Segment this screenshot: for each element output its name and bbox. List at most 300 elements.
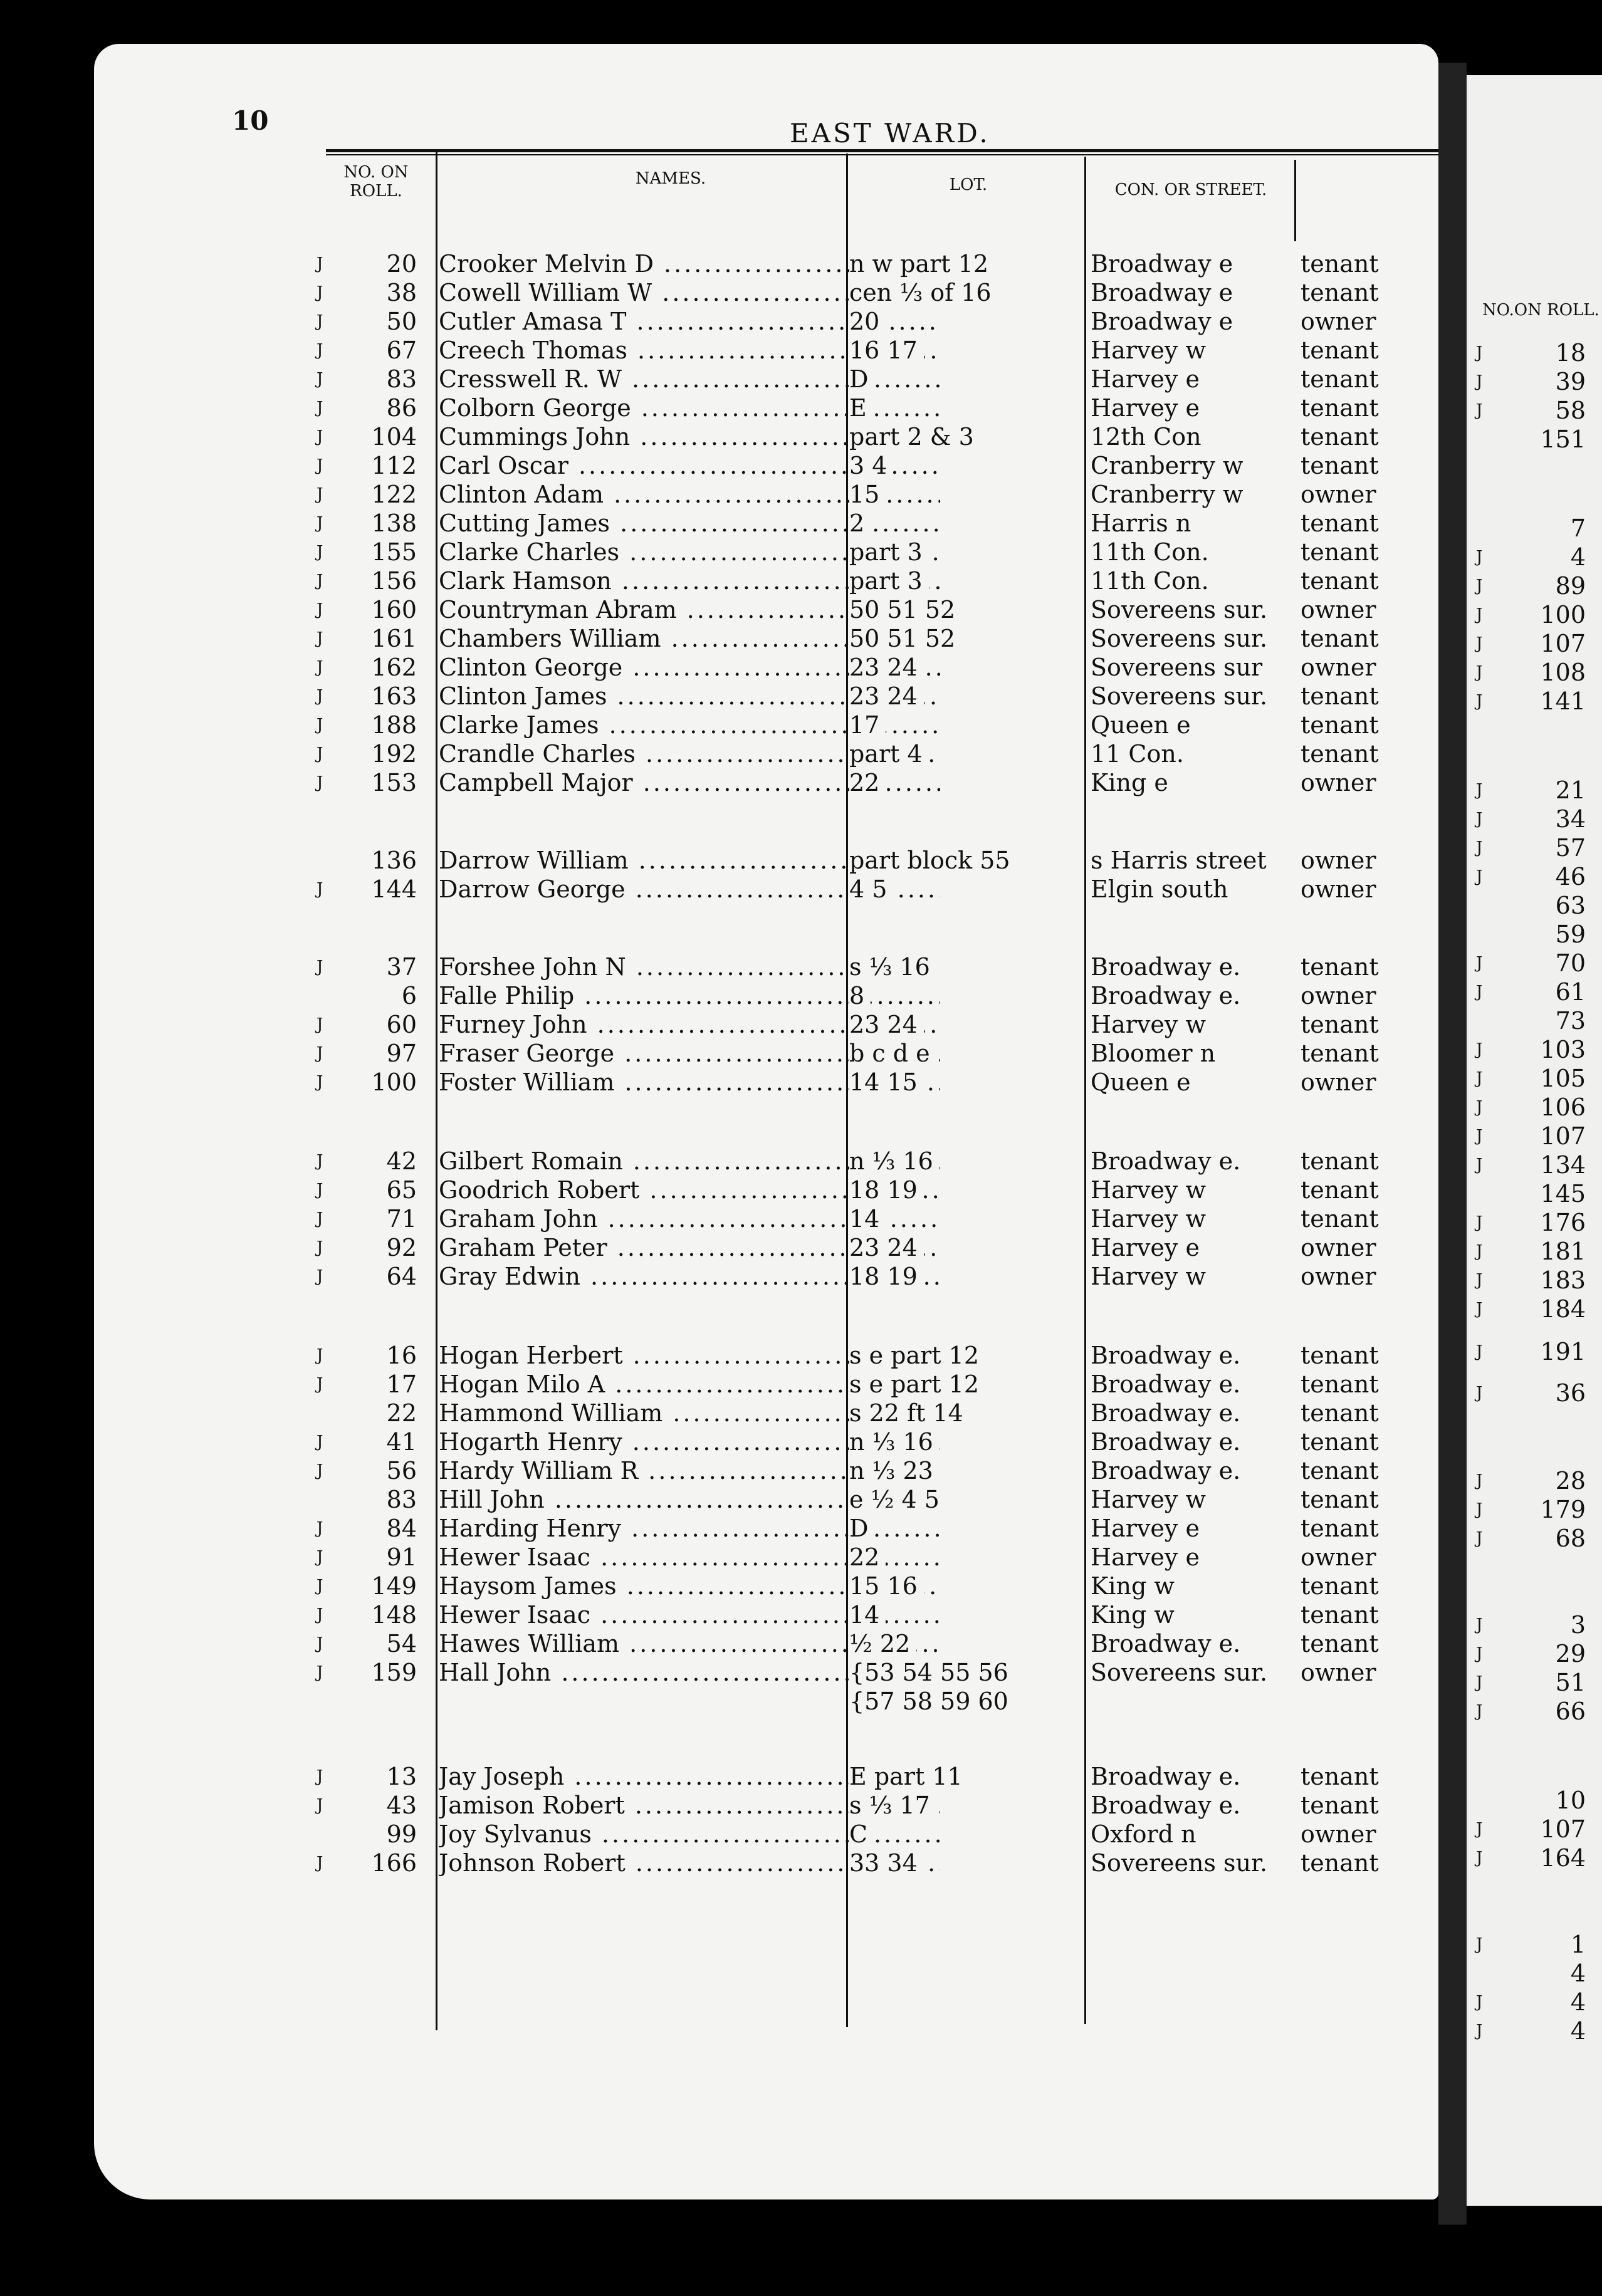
tenure-status: tenant — [1301, 1601, 1379, 1629]
juror-mark: J — [317, 427, 323, 446]
facing-row — [1467, 776, 1602, 805]
con-or-street: Broadway e. — [1091, 1428, 1241, 1456]
con-or-street: Sovereens sur. — [1091, 1659, 1268, 1686]
con-or-street: Broadway e. — [1091, 1399, 1241, 1427]
owner-name: Cresswell R. W ..... — [439, 365, 940, 394]
owner-name: Cutler Amasa T ..... — [439, 307, 940, 336]
table-row — [94, 682, 1438, 711]
juror-mark: J — [317, 543, 323, 561]
owner-name: Hill John ..... — [439, 1485, 940, 1514]
owner-name: Chambers William ..... — [439, 624, 940, 653]
con-or-street: Broadway e — [1091, 250, 1233, 278]
roll-number: 138 — [371, 509, 417, 537]
lot-number: 22 — [849, 768, 886, 797]
roll-number: 4 — [1570, 2017, 1586, 2045]
table-row — [94, 653, 1438, 682]
juror-mark: J — [1476, 1098, 1483, 1117]
roll-number: 84 — [386, 1515, 417, 1542]
juror-mark: J — [317, 1634, 323, 1653]
lot-number: part block 55 — [849, 846, 1017, 875]
tenure-status: owner — [1301, 875, 1376, 903]
juror-mark: J — [317, 1181, 323, 1199]
tenure-status: owner — [1301, 1263, 1376, 1290]
juror-mark: J — [1476, 1471, 1483, 1490]
owner-name: Furney John ..... — [439, 1010, 940, 1039]
con-or-street: Harvey e — [1091, 1543, 1200, 1571]
owner-name: Colborn George ..... — [439, 394, 940, 422]
owner-name: Hewer Isaac ..... — [439, 1543, 940, 1572]
lot-number: D — [849, 1514, 874, 1543]
lot-number: n ⅓ 16 — [849, 1147, 940, 1176]
table-row — [94, 1370, 1438, 1399]
juror-mark: J — [317, 687, 323, 706]
table-row — [94, 1687, 1438, 1716]
roll-number: 83 — [386, 365, 417, 393]
roll-number: 162 — [371, 654, 417, 681]
roll-number: 29 — [1555, 1640, 1586, 1667]
tenure-status: tenant — [1301, 1040, 1379, 1067]
lot-number: {53 54 55 56 — [849, 1658, 1015, 1687]
tenure-status: tenant — [1301, 1176, 1379, 1204]
owner-name: Jay Joseph ..... — [439, 1762, 940, 1791]
owner-name: Graham Peter ..... — [439, 1233, 940, 1262]
lot-number: n w part 12 — [849, 249, 995, 278]
con-or-street: s Harris street — [1091, 847, 1267, 874]
roll-number: 43 — [386, 1792, 417, 1819]
table-row — [94, 952, 1438, 981]
tenure-status: tenant — [1301, 279, 1379, 306]
table-row — [94, 981, 1438, 1010]
tenure-status: owner — [1301, 654, 1376, 681]
table-row — [94, 480, 1438, 509]
col-header-no-on-roll: NO. ON ROLL. — [343, 163, 409, 201]
roll-number: 18 — [1555, 339, 1586, 367]
lot-number: 8 — [849, 981, 871, 1010]
roll-number: 21 — [1555, 776, 1586, 804]
facing-col-header-no-on-roll: NO.ON ROLL. — [1482, 301, 1599, 320]
con-or-street: King e — [1091, 769, 1168, 796]
tenure-status: tenant — [1301, 538, 1379, 566]
roll-number: 51 — [1555, 1669, 1586, 1696]
facing-row — [1467, 1093, 1602, 1122]
owner-name: Campbell Major ..... — [439, 768, 940, 797]
roll-number: 57 — [1555, 834, 1586, 862]
roll-number: 160 — [371, 596, 417, 624]
owner-name: Falle Philip ..... — [439, 981, 940, 1010]
ledger-page — [94, 44, 1438, 2199]
roll-number: 164 — [1540, 1844, 1586, 1872]
roll-number: 61 — [1555, 978, 1586, 1006]
lot-number: E part 11 — [849, 1762, 969, 1791]
tenure-status: owner — [1301, 596, 1376, 624]
tenure-status: tenant — [1301, 1011, 1379, 1038]
juror-mark: J — [1476, 1615, 1483, 1634]
juror-mark: J — [1476, 781, 1483, 800]
roll-number: 184 — [1540, 1295, 1586, 1323]
facing-row — [1467, 1179, 1602, 1208]
table-row — [94, 566, 1438, 595]
facing-row — [1467, 1035, 1602, 1064]
roll-number: 70 — [1555, 949, 1586, 977]
tenure-status: tenant — [1301, 740, 1379, 768]
juror-mark: J — [317, 744, 323, 763]
tenure-status: tenant — [1301, 423, 1379, 451]
col-header-names: NAMES. — [635, 169, 706, 188]
facing-row — [1467, 1988, 1602, 2017]
roll-number: 4 — [1570, 543, 1586, 571]
lot-number: D — [849, 365, 874, 394]
roll-number: 107 — [1540, 1815, 1586, 1843]
roll-number: 153 — [371, 769, 417, 796]
owner-name: Jamison Robert ..... — [439, 1791, 940, 1820]
tenure-status: tenant — [1301, 1428, 1379, 1456]
facing-row — [1467, 1151, 1602, 1179]
facing-row — [1467, 1524, 1602, 1553]
lot-number: cen ⅓ of 16 — [849, 278, 998, 307]
juror-mark: J — [1476, 954, 1483, 973]
con-or-street: Broadway e. — [1091, 1763, 1241, 1790]
con-or-street: Broadway e. — [1091, 1370, 1241, 1398]
tenure-status: tenant — [1301, 1342, 1379, 1369]
roll-number: 28 — [1555, 1467, 1586, 1495]
roll-number: 73 — [1555, 1007, 1586, 1035]
facing-row — [1467, 687, 1602, 716]
owner-name: Johnson Robert ..... — [439, 1849, 940, 1877]
con-or-street: Sovereens sur. — [1091, 596, 1268, 624]
lot-number: 20 — [849, 307, 886, 336]
juror-mark: J — [317, 629, 323, 648]
facing-row — [1467, 1122, 1602, 1151]
table-row — [94, 1341, 1438, 1370]
juror-mark: J — [317, 485, 323, 504]
page-title: EAST WARD. — [790, 118, 990, 149]
con-or-street: Broadway e — [1091, 308, 1233, 335]
juror-mark: J — [317, 1375, 323, 1394]
facing-row — [1467, 1379, 1602, 1407]
table-row — [94, 1147, 1438, 1176]
con-or-street: Queen e — [1091, 1068, 1191, 1096]
owner-name: Gray Edwin ..... — [439, 1262, 940, 1291]
owner-name: Cummings John ..... — [439, 422, 940, 451]
table-row — [94, 1262, 1438, 1291]
tenure-status: owner — [1301, 1820, 1376, 1848]
lot-number: 50 51 52 — [849, 595, 961, 624]
con-or-street: Harvey e — [1091, 365, 1200, 393]
roll-number: 105 — [1540, 1065, 1586, 1092]
facing-row — [1467, 1610, 1602, 1639]
juror-mark: J — [317, 1519, 323, 1538]
facing-row — [1467, 891, 1602, 920]
juror-mark: J — [1476, 1271, 1483, 1290]
roll-number: 100 — [371, 1068, 417, 1096]
juror-mark: J — [1476, 1644, 1483, 1663]
tenure-status: tenant — [1301, 1486, 1379, 1513]
lot-number: 23 24 — [849, 1233, 924, 1262]
tenure-status: tenant — [1301, 1849, 1379, 1877]
column-divider — [1294, 160, 1296, 241]
lot-number: part 2 & 3 — [849, 422, 980, 451]
roll-number: 112 — [371, 452, 417, 479]
owner-name: Foster William ..... — [439, 1068, 940, 1097]
lot-number: 14 — [849, 1204, 886, 1233]
lot-number: C — [849, 1820, 874, 1849]
juror-mark: J — [317, 600, 323, 619]
roll-number: 58 — [1555, 397, 1586, 424]
lot-number: e ½ 4 5 — [849, 1485, 946, 1514]
roll-number: 155 — [371, 538, 417, 566]
juror-mark: J — [1476, 401, 1483, 420]
juror-mark: J — [317, 1152, 323, 1171]
juror-mark: J — [1476, 838, 1483, 857]
tenure-status: tenant — [1301, 1630, 1379, 1657]
lot-number: 14 15 — [849, 1068, 924, 1097]
table-row — [94, 278, 1438, 307]
con-or-street: Oxford n — [1091, 1820, 1196, 1848]
juror-mark: J — [1476, 1820, 1483, 1839]
con-or-street: Sovereens sur — [1091, 654, 1263, 681]
facing-row — [1467, 1208, 1602, 1237]
tenure-status: tenant — [1301, 682, 1379, 710]
table-row — [94, 1658, 1438, 1687]
roll-number: 191 — [1540, 1338, 1586, 1365]
facing-row — [1467, 1786, 1602, 1815]
juror-mark: J — [1476, 867, 1483, 886]
lot-number: 15 — [849, 480, 886, 509]
roll-number: 36 — [1555, 1379, 1586, 1407]
roll-number: 41 — [386, 1428, 417, 1456]
con-or-street: Broadway e. — [1091, 1342, 1241, 1369]
roll-number: 86 — [386, 394, 417, 422]
roll-number: 97 — [386, 1040, 417, 1067]
owner-name: Clinton George ..... — [439, 653, 940, 682]
facing-row — [1467, 571, 1602, 600]
juror-mark: J — [1476, 1242, 1483, 1261]
roll-number: 38 — [386, 279, 417, 306]
table-row — [94, 875, 1438, 904]
table-row — [94, 451, 1438, 480]
roll-number: 122 — [371, 481, 417, 508]
table-row — [94, 1791, 1438, 1820]
owner-name: Clinton Adam ..... — [439, 480, 940, 509]
facing-row — [1467, 629, 1602, 658]
con-or-street: Queen e — [1091, 711, 1191, 739]
juror-mark: J — [317, 456, 323, 475]
con-or-street: 12th Con — [1091, 423, 1202, 451]
roll-number: 144 — [371, 875, 417, 903]
roll-number: 20 — [386, 250, 417, 278]
juror-mark: J — [1476, 372, 1483, 391]
roll-number: 192 — [371, 740, 417, 768]
facing-row — [1467, 1930, 1602, 1959]
con-or-street: 11th Con. — [1091, 567, 1209, 595]
owner-name: Hewer Isaac ..... — [439, 1600, 940, 1629]
lot-number: 4 5 — [849, 875, 893, 904]
lot-number: 50 51 52 — [849, 624, 961, 653]
con-or-street: Sovereens sur. — [1091, 625, 1268, 652]
roll-number: 163 — [371, 682, 417, 710]
tenure-status: tenant — [1301, 1572, 1379, 1600]
owner-name: Graham John ..... — [439, 1204, 940, 1233]
facing-page — [1467, 75, 1602, 2206]
owner-name: Hogan Herbert ..... — [439, 1341, 940, 1370]
roll-number: 66 — [1555, 1698, 1586, 1725]
header-rule-thin — [326, 154, 1438, 155]
table-row — [94, 1485, 1438, 1514]
juror-mark: J — [1476, 2022, 1483, 2040]
owner-name: Harding Henry ..... — [439, 1514, 940, 1543]
juror-mark: J — [317, 1267, 323, 1286]
lot-number: n ⅓ 16 — [849, 1427, 940, 1456]
juror-mark: J — [317, 283, 323, 302]
juror-mark: J — [317, 1577, 323, 1595]
facing-row — [1467, 600, 1602, 629]
con-or-street: Cranberry w — [1091, 452, 1243, 479]
roll-number: 71 — [386, 1205, 417, 1233]
con-or-street: Cranberry w — [1091, 481, 1243, 508]
roll-number: 50 — [386, 308, 417, 335]
table-row — [94, 538, 1438, 566]
tenure-status: tenant — [1301, 711, 1379, 739]
con-or-street: Broadway e. — [1091, 1147, 1241, 1175]
roll-number: 63 — [1555, 892, 1586, 919]
page-number: 10 — [232, 105, 269, 136]
lot-number: s ⅓ 17 — [849, 1791, 936, 1820]
tenure-status: owner — [1301, 1543, 1376, 1571]
roll-number: 181 — [1540, 1238, 1586, 1265]
roll-number: 176 — [1540, 1209, 1586, 1236]
roll-number: 107 — [1540, 1122, 1586, 1150]
table-row — [94, 1820, 1438, 1849]
facing-row — [1467, 543, 1602, 571]
owner-name: Darrow George ..... — [439, 875, 940, 904]
lot-number: n ⅓ 23 — [849, 1456, 940, 1485]
roll-number: 34 — [1555, 805, 1586, 833]
table-row — [94, 365, 1438, 394]
roll-number: 22 — [386, 1399, 417, 1427]
juror-mark: J — [1476, 1993, 1483, 2012]
lot-number: s 22 ft 14 — [849, 1399, 970, 1427]
lot-number: 23 24 — [849, 653, 924, 682]
roll-number: 106 — [1540, 1093, 1586, 1121]
tenure-status: tenant — [1301, 1792, 1379, 1819]
juror-mark: J — [317, 1209, 323, 1228]
roll-number: 159 — [371, 1659, 417, 1686]
roll-number: 60 — [386, 1011, 417, 1038]
con-or-street: Harvey w — [1091, 1263, 1206, 1290]
owner-name: Darrow William ..... — [439, 846, 940, 875]
tenure-status: tenant — [1301, 1205, 1379, 1233]
lot-number: 33 34 — [849, 1849, 924, 1877]
con-or-street: Harvey w — [1091, 1205, 1206, 1233]
facing-row — [1467, 805, 1602, 833]
lot-number: 18 19 — [849, 1176, 924, 1204]
tenure-status: tenant — [1301, 1515, 1379, 1542]
juror-mark: J — [1476, 548, 1483, 566]
lot-number: 23 24 — [849, 1010, 924, 1039]
roll-number: 46 — [1555, 863, 1586, 890]
lot-number: 23 24 — [849, 682, 924, 711]
owner-name: Forshee John N ..... — [439, 952, 940, 981]
juror-mark: J — [317, 370, 323, 389]
owner-name: Hammond William ..... — [439, 1399, 940, 1427]
table-row — [94, 1176, 1438, 1204]
owner-name: Hardy William R ..... — [439, 1456, 940, 1485]
lot-number: part 3 — [849, 566, 929, 595]
roll-number: 103 — [1540, 1036, 1586, 1063]
table-row — [94, 422, 1438, 451]
con-or-street: Harris n — [1091, 509, 1191, 537]
con-or-street: Harvey e — [1091, 1515, 1200, 1542]
facing-row — [1467, 1697, 1602, 1726]
con-or-street: King w — [1091, 1572, 1175, 1600]
con-or-street: Broadway e. — [1091, 1630, 1241, 1657]
con-or-street: 11th Con. — [1091, 538, 1209, 566]
tenure-status: tenant — [1301, 509, 1379, 537]
juror-mark: J — [317, 312, 323, 331]
juror-mark: J — [317, 1767, 323, 1786]
juror-mark: J — [317, 1044, 323, 1063]
owner-name: Clarke Charles ..... — [439, 538, 940, 566]
tenure-status: tenant — [1301, 394, 1379, 422]
roll-number: 136 — [371, 847, 417, 874]
con-or-street: Sovereens sur. — [1091, 1849, 1268, 1877]
facing-row — [1467, 1668, 1602, 1697]
roll-number: 145 — [1540, 1180, 1586, 1208]
roll-number: 10 — [1555, 1787, 1586, 1814]
owner-name: Clarke James ..... — [439, 711, 940, 739]
lot-number: 16 17 — [849, 336, 924, 365]
owner-name: Joy Sylvanus ..... — [439, 1820, 940, 1849]
lot-number: 17 — [849, 711, 886, 739]
roll-number: 148 — [371, 1601, 417, 1629]
tenure-status: tenant — [1301, 1763, 1379, 1790]
owner-name: Carl Oscar ..... — [439, 451, 940, 480]
roll-number: 6 — [401, 982, 417, 1010]
juror-mark: J — [317, 658, 323, 677]
lot-number: 2 — [849, 509, 871, 538]
owner-name: Hogarth Henry ..... — [439, 1427, 940, 1456]
facing-row — [1467, 1959, 1602, 1988]
juror-mark: J — [317, 571, 323, 590]
tenure-status: owner — [1301, 769, 1376, 796]
juror-mark: J — [1476, 1300, 1483, 1318]
con-or-street: Harvey w — [1091, 337, 1206, 364]
table-row — [94, 509, 1438, 538]
owner-name: Cowell William W ..... — [439, 278, 940, 307]
facing-row — [1467, 1495, 1602, 1524]
roll-number: 4 — [1570, 1988, 1586, 2016]
juror-mark: J — [1476, 810, 1483, 828]
roll-number: 134 — [1540, 1151, 1586, 1179]
tenure-status: owner — [1301, 308, 1376, 335]
lot-number: 14 — [849, 1600, 886, 1629]
juror-mark: J — [317, 254, 323, 273]
table-row — [94, 1204, 1438, 1233]
table-row — [94, 1600, 1438, 1629]
roll-number: 108 — [1540, 659, 1586, 686]
con-or-street: Bloomer n — [1091, 1040, 1216, 1067]
roll-number: 42 — [386, 1147, 417, 1175]
roll-number: 89 — [1555, 572, 1586, 600]
owner-name: Countryman Abram ..... — [439, 595, 940, 624]
tenure-status: tenant — [1301, 953, 1379, 981]
lot-number: 18 19 — [849, 1262, 924, 1291]
juror-mark: J — [317, 716, 323, 734]
facing-row — [1467, 1006, 1602, 1035]
col-header-lot: LOT. — [949, 175, 988, 194]
col-header-con-street: CON. OR STREET. — [1114, 180, 1267, 199]
owner-name: Hall John ..... — [439, 1658, 940, 1687]
